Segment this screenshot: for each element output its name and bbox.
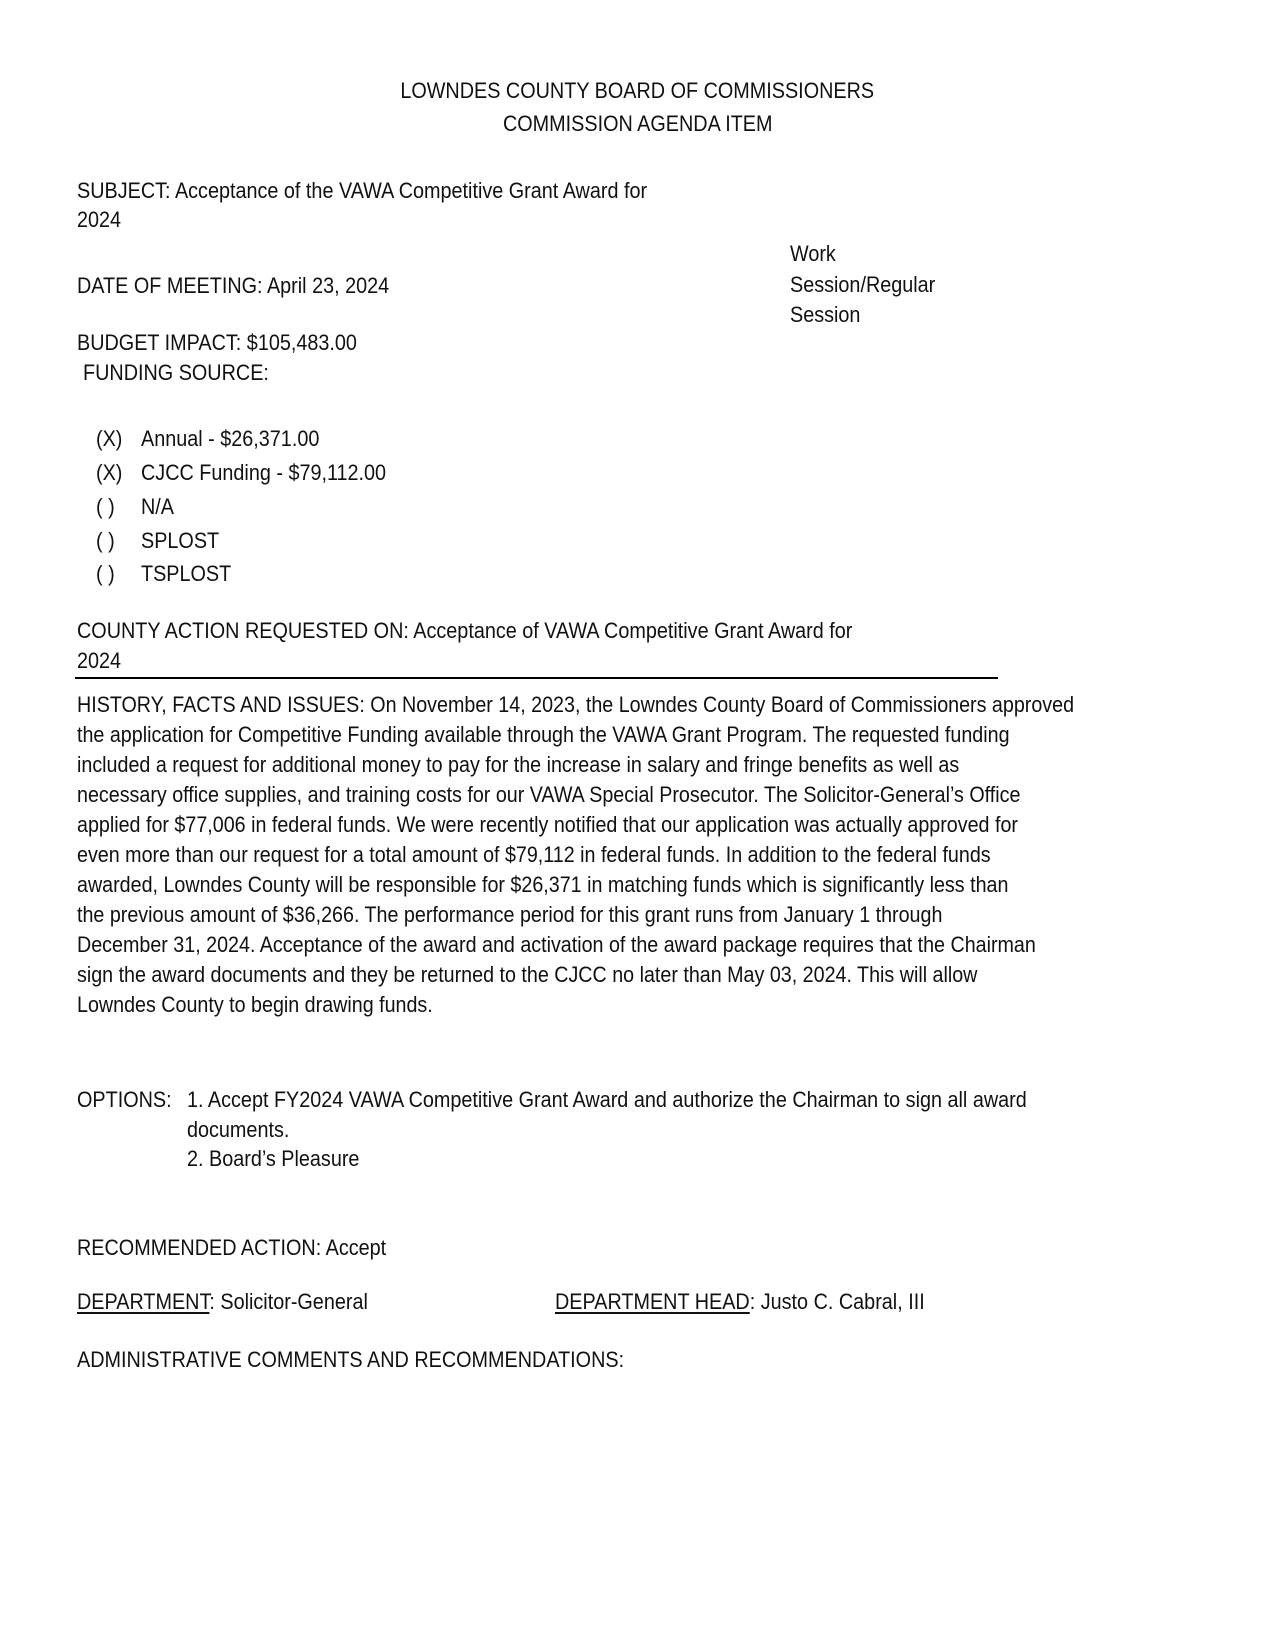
subject-label: SUBJECT:: [77, 178, 171, 203]
document-subtitle: [0, 109, 1275, 139]
funding-checkbox-mark: (X): [96, 426, 123, 451]
history-line-9: December 31, 2024. Acceptance of the award and activation of the award package requires that the Chairman: [77, 932, 1036, 957]
session-type-line-2: Session/Regular: [790, 272, 936, 297]
date-of-meeting-value: April 23, 2024: [266, 273, 390, 298]
history-line-3: included a request for additional money to pay for the increase in salary and fringe benefits as well as: [77, 752, 960, 777]
funding-item-label: SPLOST: [141, 528, 220, 553]
department-value: Solicitor-General: [220, 1289, 368, 1314]
subject-value: Acceptance of the VAWA Competitive Grant Award for: [174, 178, 648, 203]
history-line-7: awarded, Lowndes County will be responsible for $26,371 in matching funds which is significantly less than: [77, 872, 1009, 897]
option-2: 2. Board’s Pleasure: [187, 1146, 360, 1171]
document-title: [0, 76, 1275, 106]
subject-line-1: [77, 176, 647, 206]
funding-checkbox-mark: ( ): [96, 494, 115, 519]
history-line-1: [77, 690, 1074, 720]
subject-line-2: 2024: [77, 207, 122, 232]
department-head: DEPARTMENT HEAD: Justo C. Cabral, III: [555, 1289, 925, 1314]
funding-item-annual: [96, 424, 319, 454]
history-label: HISTORY, FACTS AND ISSUES:: [77, 692, 365, 717]
funding-checkbox-mark: ( ): [96, 528, 115, 553]
department-head-label: DEPARTMENT HEAD: [555, 1289, 750, 1314]
department: DEPARTMENT: Solicitor-General: [77, 1289, 368, 1314]
history-line-5: applied for $77,006 in federal funds. We were recently notified that our application was actually approved for: [77, 812, 1018, 837]
funding-checkbox-mark: (X): [96, 460, 123, 485]
administrative-comments-label: ADMINISTRATIVE COMMENTS AND RECOMMENDATIONS:: [77, 1347, 625, 1372]
funding-item-label: N/A: [141, 494, 175, 519]
date-of-meeting: [77, 271, 389, 301]
funding-source-label: FUNDING SOURCE:: [83, 360, 269, 385]
history-line-2: the application for Competitive Funding available through the VAWA Grant Program. The requested funding: [77, 722, 1010, 747]
county-action-label: COUNTY ACTION REQUESTED ON:: [77, 618, 409, 643]
option-1: 1. Accept FY2024 VAWA Competitive Grant Award and authorize the Chairman to sign all award: [187, 1087, 1027, 1112]
budget-impact: [77, 328, 357, 358]
title-line-1: LOWNDES COUNTY BOARD OF COMMISSIONERS: [400, 78, 875, 103]
budget-impact-value: $105,483.00: [246, 330, 357, 355]
option-1-continued: documents.: [187, 1117, 290, 1142]
history-line-4: necessary office supplies, and training costs for our VAWA Special Prosecutor. The Solicitor-General’s Office: [77, 782, 1021, 807]
session-type-line-1: Work: [790, 241, 836, 266]
section-divider: [75, 677, 998, 679]
funding-item-na: [96, 492, 174, 522]
history-line-11: Lowndes County to begin drawing funds.: [77, 992, 433, 1017]
date-of-meeting-label: DATE OF MEETING:: [77, 273, 263, 298]
funding-checkbox-mark: ( ): [96, 561, 115, 586]
recommended-action: [77, 1233, 386, 1263]
title-line-2: COMMISSION AGENDA ITEM: [502, 111, 773, 136]
department-label: DEPARTMENT: [77, 1289, 210, 1314]
funding-item-label: Annual - $26,371.00: [141, 426, 320, 451]
options-label: OPTIONS:: [77, 1087, 172, 1112]
funding-item-splost: [96, 526, 219, 556]
county-action-value: Acceptance of VAWA Competitive Grant Award for: [413, 618, 853, 643]
funding-item-label: CJCC Funding - $79,112.00: [141, 460, 387, 485]
department-head-value: Justo C. Cabral, III: [760, 1289, 925, 1314]
recommended-action-label: RECOMMENDED ACTION:: [77, 1235, 322, 1260]
funding-item-tsplost: [96, 559, 231, 589]
county-action-line-2: 2024: [77, 648, 122, 673]
history-text: On November 14, 2023, the Lowndes County Board of Commissioners approved: [370, 692, 1075, 717]
funding-item-label: TSPLOST: [141, 561, 232, 586]
session-type-line-3: Session: [790, 302, 861, 327]
funding-item-cjcc: [96, 458, 386, 488]
history-line-6: even more than our request for a total amount of $79,112 in federal funds. In addition to the federal funds: [77, 842, 991, 867]
history-line-10: sign the award documents and they be returned to the CJCC no later than May 03, 2024. This will allow: [77, 962, 978, 987]
budget-impact-label: BUDGET IMPACT:: [77, 330, 242, 355]
recommended-action-value: Accept: [325, 1235, 387, 1260]
county-action-line-1: [77, 616, 852, 646]
history-line-8: the previous amount of $36,266. The performance period for this grant runs from January 1 through: [77, 902, 943, 927]
